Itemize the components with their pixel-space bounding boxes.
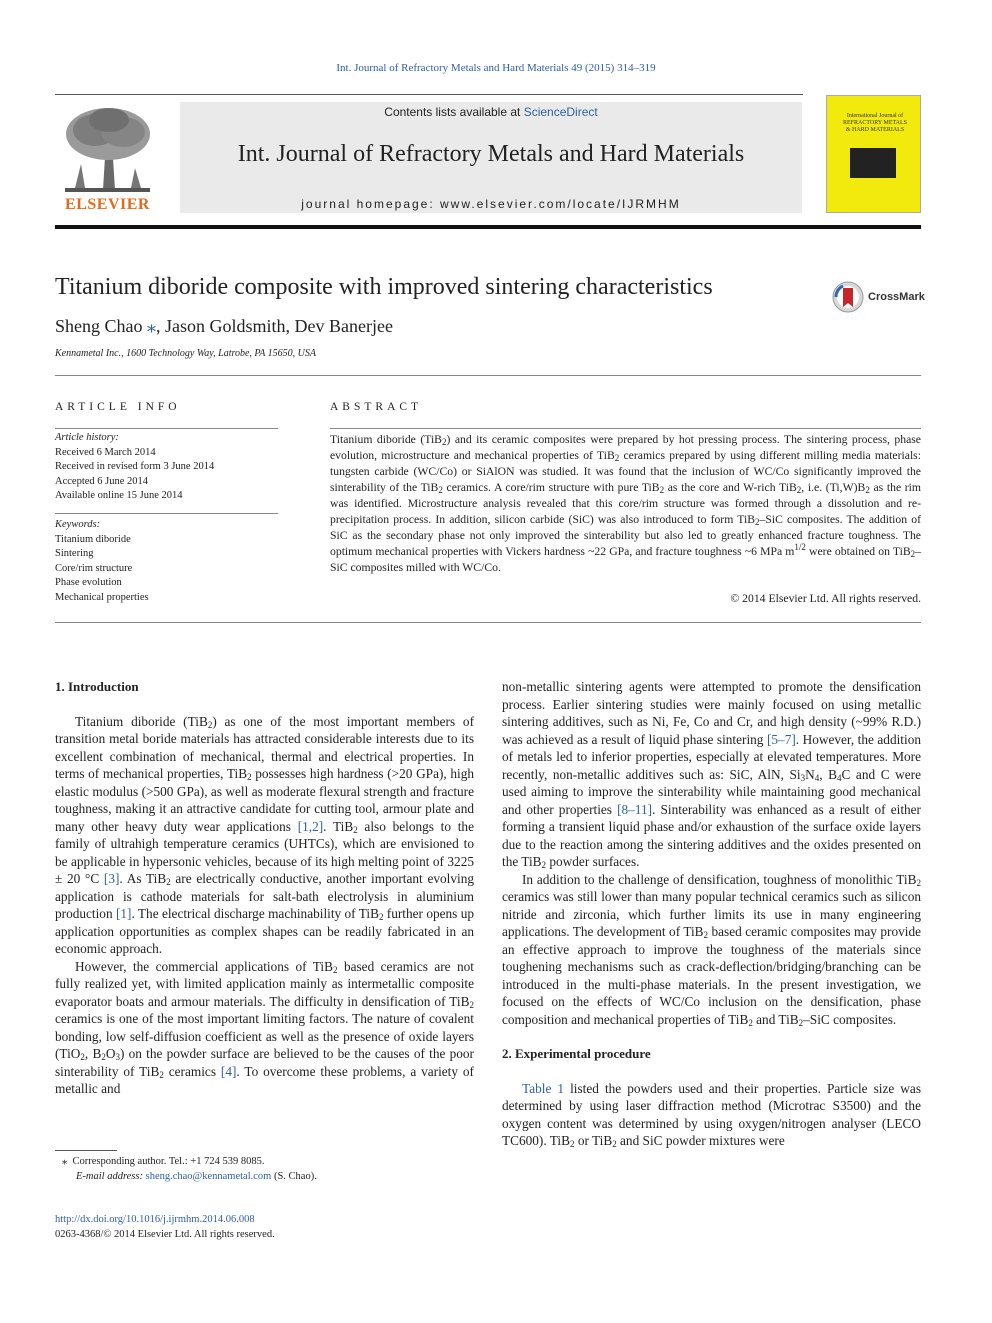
email-label: E-mail address:: [76, 1171, 143, 1182]
cover-image: [850, 148, 896, 178]
history-accepted: Accepted 6 June 2014: [55, 475, 149, 487]
journal-citation-link[interactable]: Int. Journal of Refractory Metals and Hard Materials 49 (2015) 314–319: [336, 62, 656, 74]
journal-title: Int. Journal of Refractory Metals and Hard Materials: [237, 141, 745, 167]
title-divider: [55, 375, 921, 376]
footnote-corresponding: ⁎ Corresponding author. Tel.: +1 724 539 8085.: [62, 1156, 265, 1167]
experimental-paragraph-1: Table 1 listed the powders used and their properties. Particle size was determined by using laser diffraction method (Microtrac S3500) and the oxygen content was determined by using oxygen/nitrogen analyser (LECO TC600). TiB$_2$ or TiB$_2$ and SiC powder mixtures were: [502, 1080, 921, 1149]
keywords-label: Keywords:: [55, 519, 101, 530]
history-label: Article history:: [55, 432, 119, 443]
cover-title: International Journal of REFRACTORY METALS & HARD MATERIALS: [842, 113, 908, 133]
crossmark-label[interactable]: CrossMark: [868, 291, 925, 303]
publisher-wordmark: ELSEVIER: [65, 196, 150, 213]
author-list: [55, 316, 393, 337]
abstract-rule: [330, 428, 921, 429]
keywords-rule: [55, 513, 278, 514]
author-sheng-chao[interactable]: Sheng Chao: [55, 316, 143, 336]
citation-link[interactable]: [1,2]: [297, 818, 324, 834]
abstract-heading: ABSTRACT: [330, 401, 423, 413]
abstract-copyright: © 2014 Elsevier Ltd. All rights reserved.: [730, 592, 921, 605]
citation-link[interactable]: [5–7]: [766, 731, 796, 747]
abstract-bottom-rule: [55, 622, 921, 623]
citation-link[interactable]: [8–11]: [617, 801, 653, 817]
keyword-item: Sintering: [55, 548, 94, 559]
body-right-column: [502, 678, 921, 1150]
article-info-heading: ARTICLE INFO: [55, 401, 181, 413]
footnote: [62, 1154, 482, 1184]
abstract-body: Titanium diboride (TiB$_2$) and its ceramic composites were prepared by hot pressing process. The sintering process, phase evolution, microstructure and mechanical properties of TiB$_2$ ceramics prepared by using different milling media materials: tungsten carbide (WC/Co) or SiAlON was studied. It was found that the inclusion of WC/Co significantly improved the sinterability of the TiB$_2$ ceramics. A core/rim structure with pure TiB$_2$ as the core and W-rich TiB$_2$, i.e. $(Ti,W)B_2$ as the rim was identified. Microstructure analysis revealed that this core/rim structure was formed through a dissolution and re-precipitation process. In addition, silicon carbide (SiC) was also introduced to form TiB$_2$–SiC composites. The addition of SiC as the secondary phase not only improved the sinterability but also led to greatly enhanced fracture toughness. The optimum mechanical properties with Vickers hardness ~22 GPa, and fracture toughness ~6 MPa $m^{1/2}$ were obtained on TiB$_2$–SiC composites milled with WC/Co.: [330, 433, 922, 574]
sciencedirect-link[interactable]: ScienceDirect: [523, 105, 598, 119]
email-suffix: (S. Chao).: [271, 1171, 317, 1182]
header-top-rule: [55, 94, 803, 95]
intro-paragraph-2-cont: non-metallic sintering agents were attempted to promote the densification process. Earlier sintering studies were mainly focused on using metallic sintering additives, such as Ni, Fe, Co and Cr, and high density (~99% R.D.) was achieved as a result of liquid phase sintering [5–7]. However, the addition of metals led to inferior properties, especially at elevated temperatures. More recently, non-metallic additives such as: SiC, AlN, $Si_3N_4$, $B_4C$ and C were used aiming to improve the sinterability while maintaining good mechanical and other properties [8–11]. Sinterability was enhanced as a result of either forming a transient liquid phase and/or exhaustion of the surface oxide layers due to the reaction among the sintering additives and the oxides presented on the TiB$_2$ powder surfaces.: [502, 679, 921, 870]
intro-paragraph-1: Titanium diboride (TiB$_2$) as one of the most important members of transition metal boride materials has attracted considerable interests due to its excellent combination of mechanical, thermal and electrical properties. In terms of mechanical properties, TiB$_2$ possesses high hardness (>20 GPa), high elastic modulus (>500 GPa), as well as moderate flexural strength and fracture toughness, making it an attractive candidate for cutting tool, armour plate and many other heavy duty wear applications [1,2]. TiB$_2$ also belongs to the family of ultrahigh temperature ceramics (UHTCs), which are envisioned to be applicable in hypersonic vehicles, because of its high melting point of 3225 ± 20 °C [3]. As TiB$_2$ are electrically conductive, another important evolving application is cathode materials for salt-bath electrolysis in aluminium production [1]. The electrical discharge machinability of TiB$_2$ further opens up application opportunities as complex shapes can be readily fabricated in an economic approach.: [55, 713, 475, 956]
journal-homepage[interactable]: journal homepage: www.elsevier.com/locate/IJRMHM: [301, 197, 681, 211]
affiliation: Kennametal Inc., 1600 Technology Way, Latrobe, PA 15650, USA: [55, 348, 317, 359]
keyword-item: Core/rim structure: [55, 562, 133, 574]
header-bottom-rule: [55, 225, 921, 229]
section-heading-introduction: 1. Introduction: [55, 679, 139, 694]
citation-link[interactable]: [1]: [115, 906, 132, 921]
issn-copyright: 0263-4368/© 2014 Elsevier Ltd. All rights reserved.: [55, 1229, 275, 1240]
history-received: Received 6 March 2014: [55, 446, 156, 458]
footnote-rule: [55, 1150, 117, 1151]
other-authors: , Jason Goldsmith, Dev Banerjee: [156, 316, 393, 336]
citation-link[interactable]: [4]: [220, 1063, 237, 1079]
intro-paragraph-3: In addition to the challenge of densification, toughness of monolithic TiB$_2$ ceramics was still lower than many popular technical ceramics such as silicon nitride and zirconia, which further limits its use in many engineering applications. The development of TiB$_2$ based ceramic composites may provide an effective approach to improve the toughness of the materials since toughening mechanisms such as crack-deflection/bridging/branching can be introduced in the multi-phase materials. In the present investigation, we focused on the effects of WC/Co inclusion on the densification, phase composition and mechanical properties of TiB$_2$ and TiB$_2$–SiC composites.: [502, 871, 921, 1028]
corresponding-author-note: Corresponding author. Tel.: +1 724 539 8085.: [72, 1156, 265, 1167]
keywords: [55, 518, 278, 605]
intro-paragraph-2: However, the commercial applications of TiB$_2$ based ceramics are not fully realized yet, with limited application mainly as intermetallic composite evaporator boats and armour materials. The difficulty in densification of TiB$_2$ ceramics is one of the most important limiting factors. The nature of covalent bonding, low self-diffusion coefficient as well as the presence of oxide layers (TiO$_2$, $B_2O_3$) on the powder surface are believed to be the causes of the poor sinterability of TiB$_2$ ceramics [4]. To overcome these problems, a variety of metallic and: [55, 958, 474, 1096]
section-heading-experimental: 2. Experimental procedure: [502, 1046, 651, 1061]
corresponding-author-mark[interactable]: ⁎: [147, 316, 156, 336]
keyword-item: Titanium diboride: [55, 533, 131, 545]
citation-link[interactable]: [3]: [103, 871, 120, 886]
footnote-email: [62, 1169, 482, 1184]
article-title: Titanium diboride composite with improved sintering characteristics: [55, 274, 713, 300]
keyword-item: Phase evolution: [55, 577, 122, 588]
table-1-link[interactable]: Table 1: [522, 1080, 565, 1096]
article-info-rule: [55, 428, 278, 429]
email-link[interactable]: sheng.chao@kennametal.com: [145, 1171, 272, 1182]
doi-link[interactable]: http://dx.doi.org/10.1016/j.ijrmhm.2014.06.008: [55, 1214, 255, 1225]
keyword-item: Mechanical properties: [55, 591, 149, 603]
article-history: [55, 431, 278, 504]
body-left-column: [55, 678, 474, 1098]
contents-prefix: Contents lists available at: [384, 105, 524, 119]
history-online: Available online 15 June 2014: [55, 490, 183, 501]
crossmark-icon[interactable]: [832, 281, 864, 313]
contents-line: [180, 105, 802, 119]
history-revised: Received in revised form 3 June 2014: [55, 461, 215, 472]
